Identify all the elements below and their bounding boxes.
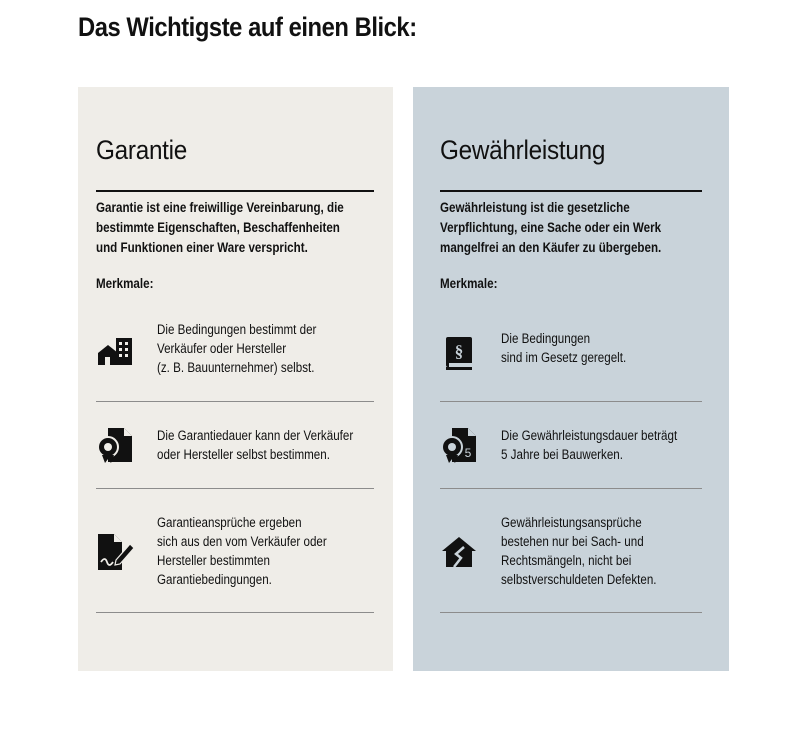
gewaehrleistung-panel: [413, 87, 729, 671]
definition-line: Garantie ist eine freiwillige Vereinbarung, die: [96, 200, 344, 215]
definition-line: und Funktionen einer Ware verspricht.: [96, 240, 308, 255]
feature-line: bestehen nur bei Sach- und: [501, 534, 644, 549]
feature-line: Garantiebedingungen.: [157, 572, 272, 587]
feature-text: [501, 513, 716, 589]
feature-divider: [96, 488, 374, 489]
feature-line: 5 Jahre bei Bauwerken.: [501, 447, 623, 462]
feature-text: [157, 426, 372, 464]
feature-text: [157, 320, 372, 377]
feature-text: [501, 426, 716, 464]
document-sign-icon: [96, 532, 136, 572]
feature-line: Gewährleistungsansprüche: [501, 515, 642, 530]
buildings-icon: [96, 333, 136, 373]
garantie-panel: [78, 87, 393, 671]
feature-divider: [96, 401, 374, 402]
law-book-icon: [440, 333, 480, 373]
definition-line: Verpflichtung, eine Sache oder ein Werk: [440, 220, 662, 235]
features-label: Merkmale:: [440, 276, 498, 291]
features-label: Merkmale:: [96, 276, 154, 291]
feature-line: Die Gewährleistungsdauer beträgt: [501, 428, 678, 443]
definition-line: bestimmte Eigenschaften, Beschaffenheiten: [96, 220, 340, 235]
feature-line: Verkäufer oder Hersteller: [157, 341, 287, 356]
feature-divider: [440, 488, 702, 489]
feature-line: Hersteller bestimmten: [157, 553, 270, 568]
garantie-definition: [96, 198, 354, 258]
svg-text:§: §: [454, 342, 464, 361]
feature-line: oder Hersteller selbst bestimmen.: [157, 447, 330, 462]
feature-divider: [440, 401, 702, 402]
feature-line: sich aus den vom Verkäufer oder: [157, 534, 327, 549]
feature-divider: [96, 612, 374, 613]
garantie-heading: Garantie: [96, 135, 188, 165]
document-seal-icon: [96, 425, 136, 465]
feature-line: Die Bedingungen bestimmt der: [157, 322, 317, 337]
feature-line: Die Garantiedauer kann der Verkäufer: [157, 428, 354, 443]
feature-line: sind im Gesetz geregelt.: [501, 350, 627, 365]
definition-line: mangelfrei an den Käufer zu übergeben.: [440, 240, 662, 255]
feature-line: (z. B. Bauunternehmer) selbst.: [157, 360, 315, 375]
heading-divider: [440, 190, 702, 192]
feature-divider: [440, 612, 702, 613]
feature-text: [501, 329, 716, 367]
gewaehrleistung-definition: [440, 198, 698, 258]
feature-line: selbstverschuldeten Defekten.: [501, 572, 657, 587]
feature-line: Die Bedingungen: [501, 331, 591, 346]
broken-house-icon: [440, 532, 480, 572]
gewaehrleistung-heading: Gewährleistung: [440, 135, 606, 165]
feature-line: Rechtsmängeln, nicht bei: [501, 553, 632, 568]
feature-line: Garantieansprüche ergeben: [157, 515, 302, 530]
document-seal-five-icon: [440, 425, 480, 465]
heading-divider: [96, 190, 374, 192]
feature-text: [157, 513, 372, 589]
page-title: Das Wichtigste auf einen Blick:: [78, 12, 417, 42]
svg-text:5: 5: [464, 446, 472, 460]
definition-line: Gewährleistung ist die gesetzliche: [440, 200, 630, 215]
